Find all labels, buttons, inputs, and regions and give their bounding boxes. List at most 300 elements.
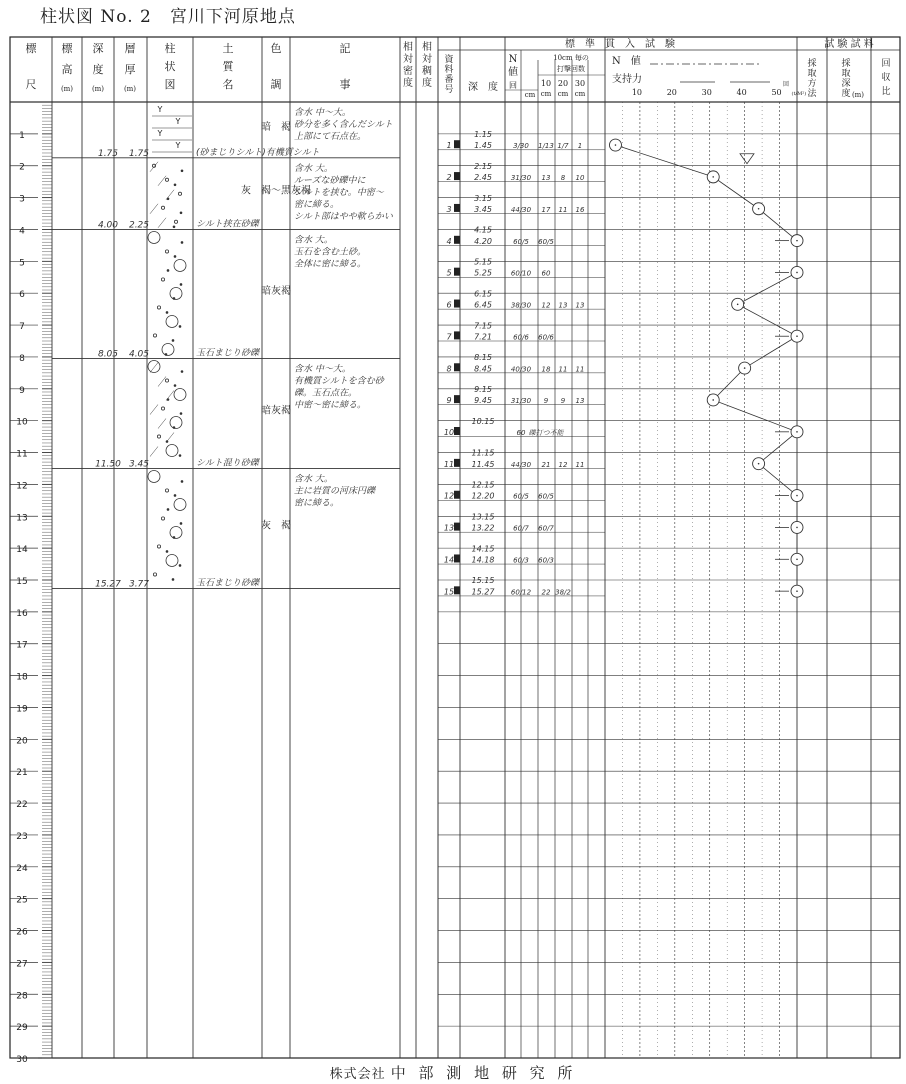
header-column: 状 <box>164 60 176 73</box>
header-sample-depth: 採 <box>841 59 851 69</box>
boulder-symbol <box>148 470 160 482</box>
spt-depth-bottom: 2.45 <box>474 173 492 183</box>
boulder-symbol <box>166 315 178 327</box>
layer-description: 礫。玉石点在。 <box>294 388 358 399</box>
scale-label: 22 <box>16 800 28 811</box>
scale-label: 19 <box>16 704 28 715</box>
spt-depth-top: 3.15 <box>474 193 492 203</box>
layer-thickness: 4.05 <box>128 349 150 360</box>
header-scale: 尺 <box>25 78 37 91</box>
spt-blow-count: 8 <box>560 174 566 183</box>
silt-symbol: Y <box>157 129 163 138</box>
n-value-point-dot <box>796 495 798 497</box>
footer <box>0 1062 906 1083</box>
header-elevation: 標 <box>61 42 73 55</box>
spt-n-value: 60/10 <box>510 269 532 278</box>
gravel-dot <box>172 578 175 581</box>
spt-blow-count: 13 <box>558 301 568 310</box>
spt-depth-top: 2.15 <box>474 161 492 171</box>
gravel-dot <box>173 297 176 300</box>
gravel-symbol <box>178 192 181 195</box>
spt-sample-mark <box>454 363 460 371</box>
layer-depth: 15.27 <box>95 579 121 590</box>
n-value-point-dot <box>758 208 760 210</box>
silt-hatch <box>158 176 166 186</box>
boulder-symbol <box>166 554 178 566</box>
silt-hatch <box>158 218 166 228</box>
scale-label: 10 <box>16 417 28 428</box>
gravel-dot <box>179 325 182 328</box>
spt-depth-bottom: 14.18 <box>471 555 495 565</box>
header-nvalue-label: N 値 <box>612 56 641 67</box>
boulder-symbol <box>148 231 160 243</box>
layer-thickness: 1.75 <box>128 148 150 159</box>
spt-sample-mark <box>454 204 460 212</box>
header-scale: 標 <box>25 42 37 55</box>
header-relative-consistency: 稠 <box>422 66 432 77</box>
gravel-dot <box>172 339 175 342</box>
scale-label: 11 <box>16 449 28 460</box>
spt-depth-top: 6.15 <box>474 289 492 299</box>
scale-label: 29 <box>16 1023 28 1034</box>
gravel-dot <box>173 426 176 429</box>
footer-name: 中 部 測 地 研 究 所 <box>390 1064 577 1082</box>
spt-depth-bottom: 4.20 <box>474 236 492 246</box>
n-axis-tick: 50 <box>771 88 782 97</box>
spt-sample-mark <box>454 236 460 244</box>
spt-n-value: 60/3 <box>513 556 529 565</box>
scale-label: 14 <box>16 545 28 556</box>
spt-blow-count: 17 <box>541 205 551 214</box>
n-value-curve <box>615 145 797 591</box>
spt-blow-count: 10 <box>575 174 585 183</box>
header-sample-method: 法 <box>807 89 817 99</box>
header-spt-depth: 深 度 <box>468 82 498 93</box>
spt-sample-no: 9 <box>446 396 452 406</box>
n-value-point-dot <box>615 144 617 146</box>
gravel-dot <box>181 370 184 373</box>
header-sample-depth: 度 <box>841 89 851 99</box>
n-value-point-dot <box>712 176 714 178</box>
layer-thickness: 3.45 <box>128 459 150 470</box>
layer-color: 暗灰褐 <box>261 405 291 417</box>
spt-n-value: 60/12 <box>510 588 532 597</box>
header-thickness: 層 <box>124 42 136 55</box>
spt-depth-bottom: 9.45 <box>474 396 492 406</box>
spt-depth-bottom: 15.27 <box>471 587 495 597</box>
layer-color: 暗 褐 <box>261 121 291 133</box>
n-axis-unit: (t/M²) <box>791 91 807 97</box>
spt-depth-top: 15.15 <box>471 576 495 586</box>
spt-blow-count: 22 <box>541 588 551 597</box>
gravel-symbol <box>165 178 168 181</box>
silt-hatch <box>166 433 174 443</box>
header-soil: 名 <box>222 78 234 91</box>
spt-blow-count: 1 <box>577 142 583 151</box>
boulder-symbol <box>174 389 186 401</box>
layer-soil: シルト挟在砂礫 <box>196 219 259 230</box>
boulder-symbol <box>157 545 160 548</box>
header-color: 色 <box>270 42 282 55</box>
spt-sample-no: 12 <box>443 491 455 501</box>
header-recovery: 比 <box>881 87 891 97</box>
spt-depth-top: 8.15 <box>474 353 492 363</box>
spt-n-value: 38/30 <box>510 301 532 310</box>
boulder-symbol <box>166 445 178 457</box>
boulder-symbol <box>165 250 168 253</box>
silt-symbol: Y <box>175 117 181 126</box>
layer-depth: 1.75 <box>97 148 119 159</box>
gravel-dot <box>166 550 169 553</box>
spt-depth-top: 12.15 <box>471 480 495 490</box>
header-recovery: 収 <box>881 73 891 83</box>
gravel-dot <box>174 255 177 258</box>
layer-description: 主に岩質の河床円礫 <box>294 486 376 497</box>
spt-n-value: 60/6 <box>513 333 529 342</box>
layer-description: 上部にて石点在。 <box>294 132 367 142</box>
layer-depth: 4.00 <box>97 220 119 231</box>
spt-depth-bottom: 1.45 <box>474 141 492 151</box>
layer-soil: 玉石まじり砂礫 <box>196 578 260 589</box>
layer-description: シルトを挟む。中密～ <box>294 187 384 198</box>
spt-blow-count: 60/6 <box>538 333 554 342</box>
scale-label: 9 <box>19 385 25 396</box>
header-relative-density: 相 <box>403 42 413 53</box>
layer-description: 密に締る。 <box>294 199 340 210</box>
header-bearing-unit: 回 <box>782 81 790 88</box>
header-n: 値 <box>508 67 518 78</box>
scale-label: 13 <box>16 513 28 524</box>
gravel-dot <box>180 412 183 415</box>
silt-hatch <box>150 363 158 373</box>
spt-blow-count: 16 <box>575 205 585 214</box>
silt-hatch <box>150 204 158 214</box>
n-axis-tick: 20 <box>666 88 677 97</box>
silt-hatch <box>158 377 166 387</box>
boulder-symbol <box>170 526 182 538</box>
layer-description: 砂分を多く含んだシルト <box>294 120 393 130</box>
header-sample: 試 験 試 料 <box>824 39 874 50</box>
gravel-dot <box>180 522 183 525</box>
gravel-dot <box>181 169 184 172</box>
gravel-symbol <box>161 206 164 209</box>
header-blows: 打撃回数 <box>557 65 585 73</box>
n-axis-tick: 10 <box>631 88 643 97</box>
spt-blow-count: 60/7 <box>538 524 554 533</box>
scale-label: 30 <box>16 1055 28 1062</box>
spt-depth-bottom: 5.25 <box>474 268 492 278</box>
scale-label: 23 <box>16 831 28 842</box>
header-sample-depth: 深 <box>841 79 851 89</box>
scale-label: 1 <box>19 130 25 141</box>
spt-blow-count: 13 <box>575 397 585 406</box>
scale-label: 15 <box>16 577 28 587</box>
boulder-symbol <box>170 287 182 299</box>
layer-soil: (砂まじりシルト)有機質シルト <box>196 147 320 158</box>
gravel-dot <box>173 225 176 228</box>
spt-sample-no: 4 <box>446 236 452 246</box>
spt-sample-mark <box>454 554 460 562</box>
spt-blow-count: 13 <box>541 174 551 183</box>
header-n: N <box>508 54 518 65</box>
spt-sample-no: 11 <box>443 459 455 469</box>
gravel-dot <box>180 211 183 214</box>
spt-blow-count: 11 <box>575 365 585 374</box>
header-relative-density: 密 <box>403 66 413 77</box>
header-blow-col: 10 <box>540 79 552 88</box>
scale-label: 2 <box>19 162 25 173</box>
n-value-point-dot <box>796 558 798 560</box>
boulder-symbol <box>153 334 156 337</box>
spt-depth-bottom: 3.45 <box>474 204 492 214</box>
header-bearing-label: 支持力 <box>612 74 642 85</box>
spt-blow-count: 9 <box>560 397 566 406</box>
silt-hatch <box>150 162 158 172</box>
spt-sample-no: 10 <box>443 428 455 438</box>
header-sample-no: 資 <box>444 55 454 65</box>
silt-hatch <box>166 391 174 401</box>
spt-n-value: 44/30 <box>510 205 532 214</box>
spt-sample-no: 13 <box>443 523 455 533</box>
boulder-symbol <box>148 361 160 373</box>
layer-depth: 8.05 <box>97 349 119 360</box>
groundwater-icon <box>740 154 754 164</box>
boulder-symbol <box>174 259 186 271</box>
spt-depth-top: 14.15 <box>471 544 495 554</box>
spt-depth-bottom: 12.20 <box>471 491 495 501</box>
spt-sample-mark <box>454 523 460 531</box>
gravel-dot <box>167 269 170 272</box>
spt-n-value: 31/30 <box>510 174 532 183</box>
scale-label: 27 <box>16 959 28 970</box>
silt-hatch <box>158 419 166 429</box>
spt-sample-mark <box>454 427 460 435</box>
n-value-point-dot <box>758 463 760 465</box>
boulder-symbol <box>157 435 160 438</box>
spt-sample-mark <box>454 268 460 276</box>
header-sample-depth: (m) <box>851 91 865 99</box>
boulder-symbol <box>161 517 164 520</box>
silt-hatch <box>150 447 158 457</box>
spt-n-value: 44/30 <box>510 460 532 469</box>
header-sample-no: 番 <box>444 75 454 85</box>
layer-description: 含水 中～大。 <box>294 108 351 118</box>
boulder-symbol <box>165 379 168 382</box>
scale-label: 4 <box>19 226 25 237</box>
gravel-dot <box>165 353 168 356</box>
gravel-dot <box>167 508 170 511</box>
silt-symbol: Y <box>175 141 181 150</box>
layer-depth: 11.50 <box>95 459 121 470</box>
spt-depth-bottom: 6.45 <box>474 300 492 310</box>
spt-sample-no: 3 <box>446 204 452 214</box>
spt-depth-top: 10.15 <box>471 416 495 426</box>
layer-soil: シルト混り砂礫 <box>196 458 259 469</box>
spt-blow-count: 60/3 <box>538 556 554 565</box>
footer-company: 株式会社 <box>329 1067 386 1082</box>
header-column: 図 <box>164 78 176 91</box>
header-relative-consistency: 相 <box>422 42 432 53</box>
header-sample-depth: 取 <box>841 69 851 79</box>
layer-description: 含水 大。 <box>294 235 333 246</box>
n-value-point-dot <box>796 590 798 592</box>
spt-n-value: 40/30 <box>510 365 532 374</box>
scale-label: 3 <box>19 194 25 205</box>
layer-color: 灰 褐～黒灰褐 <box>241 185 311 197</box>
layer-thickness: 2.25 <box>128 220 150 231</box>
spt-sample-mark <box>454 140 460 148</box>
spt-depth-top: 4.15 <box>474 225 492 235</box>
layer-description: 含水 大。 <box>294 163 333 174</box>
spt-blow-count: 38/2 <box>555 588 571 597</box>
spt-depth-bottom: 13.22 <box>471 523 495 533</box>
scale-label: 20 <box>16 736 28 747</box>
layer-description: 全体に密に締る。 <box>294 259 367 270</box>
layer-color: 灰 褐 <box>261 520 291 532</box>
header-sample-no: 料 <box>444 65 454 75</box>
table-frame <box>10 37 900 1058</box>
header-description: 事 <box>339 78 351 91</box>
scale-label: 21 <box>16 768 28 779</box>
spt-blow-count: 12 <box>541 301 551 310</box>
spt-n-value: 3/30 <box>513 142 529 151</box>
spt-depth-top: 11.15 <box>471 448 495 458</box>
scale-label: 5 <box>19 258 25 269</box>
spt-blow-count: 13 <box>575 301 585 310</box>
layer-description: 密に締る。 <box>294 498 340 509</box>
header-thickness: 厚 <box>124 63 136 76</box>
header-depth: 度 <box>92 63 104 76</box>
silt-hatch <box>150 405 158 415</box>
n-value-point-dot <box>796 272 798 274</box>
spt-depth-top: 1.15 <box>474 130 492 140</box>
header-blow-col: 20 <box>557 79 569 88</box>
gravel-dot <box>179 454 182 457</box>
n-value-point-dot <box>712 399 714 401</box>
spt-blow-count: 60/5 <box>538 492 554 501</box>
layer-description: 含水 中～大。 <box>294 364 351 375</box>
n-value-point-dot <box>737 304 739 306</box>
header-elevation: (m) <box>60 85 74 93</box>
scale-label: 28 <box>16 991 28 1002</box>
spt-depth-top: 9.15 <box>474 384 492 394</box>
layer-description: 含水 大。 <box>294 474 333 485</box>
gravel-dot <box>181 480 184 483</box>
spt-sample-mark <box>454 172 460 180</box>
layer-description: シルト部はやや軟らかい <box>294 211 393 222</box>
spt-sample-mark <box>454 491 460 499</box>
boulder-symbol <box>161 278 164 281</box>
spt-depth-top: 7.15 <box>474 321 492 331</box>
boulder-symbol <box>174 498 186 510</box>
boulder-symbol <box>165 489 168 492</box>
header-blow-unit: cm <box>574 90 586 98</box>
header-recovery: 回 <box>881 59 891 69</box>
spt-n-value: 60 <box>516 429 526 438</box>
header-column: 柱 <box>164 42 176 55</box>
layer-color: 暗灰褐 <box>261 285 291 297</box>
spt-blow-count: 1/13 <box>538 142 554 151</box>
header-blow-unit: cm <box>557 90 569 98</box>
spt-blow-count: 12 <box>558 460 568 469</box>
spt-depth-bottom: 8.45 <box>474 364 492 374</box>
layer-description: ルーズな砂礫中に <box>294 175 366 186</box>
spt-sample-mark <box>454 300 460 308</box>
spt-n-value: 31/30 <box>510 397 532 406</box>
gravel-symbol <box>174 220 177 223</box>
gravel-dot <box>174 183 177 186</box>
spt-depth-bottom: 11.45 <box>471 459 495 469</box>
silt-hatch <box>166 190 174 200</box>
scale-label: 7 <box>19 322 25 333</box>
spt-sample-mark <box>454 331 460 339</box>
spt-sample-no: 8 <box>446 364 452 374</box>
header-description: 記 <box>339 42 351 55</box>
gravel-dot <box>173 536 176 539</box>
header-elevation: 高 <box>61 63 73 76</box>
scale-label: 8 <box>19 353 25 364</box>
spt-blow-count: 18 <box>541 365 551 374</box>
scale-label: 25 <box>16 895 28 906</box>
spt-n-value: 60/5 <box>513 492 529 501</box>
header-depth: (m) <box>91 85 105 93</box>
spt-sample-mark <box>454 395 460 403</box>
page-title: 柱状図 No. 2 宮川下河原地点 <box>40 7 296 27</box>
layer-thickness: 3.77 <box>128 579 150 590</box>
spt-blow-count: 礫打つ不能 <box>528 429 564 438</box>
gravel-dot <box>179 564 182 567</box>
n-axis-tick: 40 <box>736 88 747 97</box>
header-depth: 深 <box>92 42 104 55</box>
scale-label: 12 <box>16 481 28 492</box>
spt-sample-no: 15 <box>443 587 455 597</box>
header-sample-method: 方 <box>807 79 817 89</box>
spt-blow-count: 9 <box>543 397 549 406</box>
spt-blow-count: 21 <box>541 460 551 469</box>
gravel-dot <box>166 311 169 314</box>
spt-sample-mark <box>454 459 460 467</box>
spt-n-value: 60/7 <box>513 524 529 533</box>
header-relative-consistency: 対 <box>422 54 432 65</box>
layer-description: 有機質シルトを含む砂 <box>294 376 384 387</box>
spt-sample-no: 1 <box>446 141 452 151</box>
n-value-point-dot <box>744 367 746 369</box>
spt-n-value: 60/5 <box>513 237 529 246</box>
gravel-dot <box>181 241 184 244</box>
spt-depth-bottom: 7.21 <box>474 332 492 342</box>
spt-blow-count: 11 <box>575 460 585 469</box>
header-sample-no: 号 <box>444 85 454 95</box>
scale-label: 18 <box>16 672 28 683</box>
spt-sample-no: 6 <box>446 300 452 310</box>
header-soil: 土 <box>222 42 234 55</box>
header-relative-density: 度 <box>403 78 413 89</box>
header-relative-density: 対 <box>403 54 413 65</box>
header-sample-method: 取 <box>807 69 817 79</box>
spt-blow-count: 1/7 <box>557 142 569 151</box>
spt-sample-mark <box>454 586 460 594</box>
boulder-symbol <box>153 573 156 576</box>
header-sample-method: 採 <box>807 59 817 69</box>
spt-depth-top: 5.15 <box>474 257 492 267</box>
spt-blow-count: 60/5 <box>538 237 554 246</box>
n-axis-tick: 30 <box>701 88 712 97</box>
gravel-dot <box>174 384 177 387</box>
spt-sample-no: 2 <box>446 173 452 183</box>
boulder-symbol <box>157 306 160 309</box>
header-n: cm <box>524 91 536 99</box>
spt-depth-top: 13.15 <box>471 512 495 522</box>
